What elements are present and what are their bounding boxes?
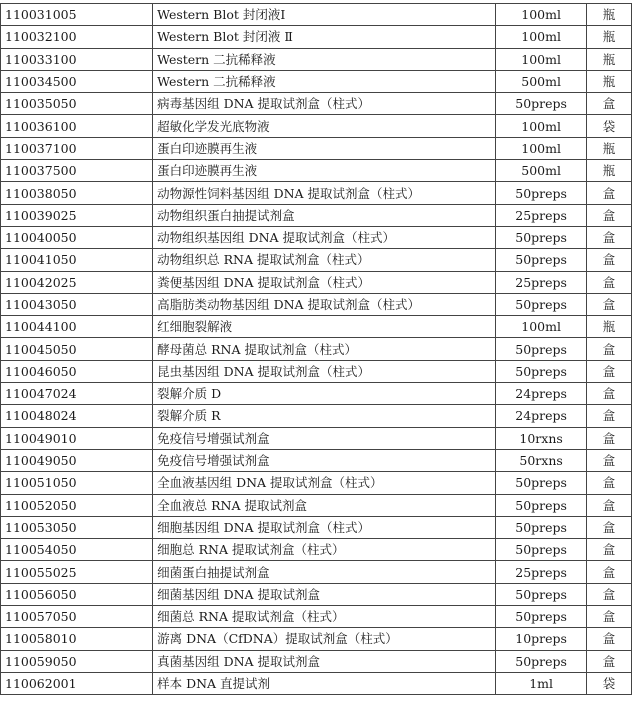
product-code-cell: 110056050: [1, 583, 153, 605]
product-code-cell: 110057050: [1, 606, 153, 628]
table-row: [1, 249, 632, 271]
product-unit-cell: 盒: [587, 449, 632, 471]
table-row: [1, 583, 632, 605]
product-name-cell: Western Blot 封闭液 Ⅱ: [153, 26, 496, 48]
product-unit-cell: 盒: [587, 472, 632, 494]
product-spec-cell: 50rxns: [496, 449, 587, 471]
product-name-cell: Western 二抗稀释液: [153, 48, 496, 70]
product-spec-cell: 25preps: [496, 271, 587, 293]
product-spec-cell: 10rxns: [496, 427, 587, 449]
product-unit-cell: 盒: [587, 226, 632, 248]
table-row: [1, 628, 632, 650]
product-name-cell: 粪便基因组 DNA 提取试剂盒（柱式）: [153, 271, 496, 293]
product-code-cell: 110052050: [1, 494, 153, 516]
product-unit-cell: 袋: [587, 672, 632, 694]
product-spec-cell: 50preps: [496, 583, 587, 605]
product-unit-cell: 盒: [587, 561, 632, 583]
table-row: [1, 4, 632, 26]
product-unit-cell: 盒: [587, 360, 632, 382]
product-name-cell: 酵母菌总 RNA 提取试剂盒（柱式）: [153, 338, 496, 360]
product-spec-cell: 50preps: [496, 650, 587, 672]
product-unit-cell: 瓶: [587, 4, 632, 26]
product-spec-cell: 1ml: [496, 672, 587, 694]
table-row: [1, 561, 632, 583]
product-code-cell: 110046050: [1, 360, 153, 382]
product-spec-cell: 100ml: [496, 115, 587, 137]
product-spec-cell: 50preps: [496, 249, 587, 271]
product-unit-cell: 瓶: [587, 26, 632, 48]
product-unit-cell: 盒: [587, 539, 632, 561]
table-row: [1, 182, 632, 204]
product-name-cell: 细菌总 RNA 提取试剂盒（柱式）: [153, 606, 496, 628]
product-name-cell: 细菌基因组 DNA 提取试剂盒: [153, 583, 496, 605]
product-name-cell: 细胞总 RNA 提取试剂盒（柱式）: [153, 539, 496, 561]
product-name-cell: 真菌基因组 DNA 提取试剂盒: [153, 650, 496, 672]
product-code-cell: 110053050: [1, 516, 153, 538]
product-code-cell: 110031005: [1, 4, 153, 26]
product-unit-cell: 盒: [587, 204, 632, 226]
product-name-cell: 病毒基因组 DNA 提取试剂盒（柱式）: [153, 93, 496, 115]
product-name-cell: 蛋白印迹膜再生液: [153, 160, 496, 182]
product-spec-cell: 24preps: [496, 383, 587, 405]
product-unit-cell: 盒: [587, 338, 632, 360]
product-spec-cell: 100ml: [496, 137, 587, 159]
product-unit-cell: 盒: [587, 427, 632, 449]
product-unit-cell: 盒: [587, 583, 632, 605]
product-spec-cell: 500ml: [496, 70, 587, 92]
product-spec-cell: 10preps: [496, 628, 587, 650]
product-code-cell: 110047024: [1, 383, 153, 405]
product-table: [0, 3, 632, 695]
product-name-cell: 细菌蛋白抽提试剂盒: [153, 561, 496, 583]
table-row: [1, 472, 632, 494]
table-row: [1, 427, 632, 449]
product-unit-cell: 盒: [587, 271, 632, 293]
table-row: [1, 160, 632, 182]
product-code-cell: 110034500: [1, 70, 153, 92]
product-spec-cell: 50preps: [496, 338, 587, 360]
product-spec-cell: 100ml: [496, 26, 587, 48]
table-row: [1, 226, 632, 248]
product-code-cell: 110062001: [1, 672, 153, 694]
product-code-cell: 110049010: [1, 427, 153, 449]
product-code-cell: 110038050: [1, 182, 153, 204]
product-spec-cell: 24preps: [496, 405, 587, 427]
product-spec-cell: 50preps: [496, 360, 587, 382]
product-code-cell: 110054050: [1, 539, 153, 561]
product-unit-cell: 盒: [587, 182, 632, 204]
product-name-cell: 裂解介质 D: [153, 383, 496, 405]
product-spec-cell: 50preps: [496, 182, 587, 204]
table-row: [1, 271, 632, 293]
product-unit-cell: 盒: [587, 628, 632, 650]
product-code-cell: 110059050: [1, 650, 153, 672]
product-unit-cell: 瓶: [587, 137, 632, 159]
product-code-cell: 110055025: [1, 561, 153, 583]
product-code-cell: 110048024: [1, 405, 153, 427]
product-name-cell: 全血液总 RNA 提取试剂盒: [153, 494, 496, 516]
product-unit-cell: 盒: [587, 494, 632, 516]
product-spec-cell: 25preps: [496, 561, 587, 583]
product-name-cell: 动物组织基因组 DNA 提取试剂盒（柱式）: [153, 226, 496, 248]
product-spec-cell: 50preps: [496, 539, 587, 561]
product-code-cell: 110042025: [1, 271, 153, 293]
table-row: [1, 137, 632, 159]
table-row: [1, 70, 632, 92]
product-code-cell: 110035050: [1, 93, 153, 115]
product-code-cell: 110039025: [1, 204, 153, 226]
product-spec-cell: 50preps: [496, 494, 587, 516]
product-unit-cell: 袋: [587, 115, 632, 137]
product-code-cell: 110041050: [1, 249, 153, 271]
table-row: [1, 93, 632, 115]
product-name-cell: 游离 DNA（CfDNA）提取试剂盒（柱式）: [153, 628, 496, 650]
product-unit-cell: 盒: [587, 650, 632, 672]
product-name-cell: 动物组织总 RNA 提取试剂盒（柱式）: [153, 249, 496, 271]
table-row: [1, 539, 632, 561]
table-row: [1, 360, 632, 382]
product-spec-cell: 50preps: [496, 472, 587, 494]
product-code-cell: 110036100: [1, 115, 153, 137]
product-name-cell: 昆虫基因组 DNA 提取试剂盒（柱式）: [153, 360, 496, 382]
table-row: [1, 516, 632, 538]
product-unit-cell: 盒: [587, 606, 632, 628]
product-name-cell: 免疫信号增强试剂盒: [153, 449, 496, 471]
product-name-cell: 全血液基因组 DNA 提取试剂盒（柱式）: [153, 472, 496, 494]
product-spec-cell: 50preps: [496, 606, 587, 628]
product-name-cell: 高脂肪类动物基因组 DNA 提取试剂盒（柱式）: [153, 293, 496, 315]
product-unit-cell: 瓶: [587, 48, 632, 70]
product-unit-cell: 瓶: [587, 160, 632, 182]
table-row: [1, 606, 632, 628]
product-code-cell: 110058010: [1, 628, 153, 650]
product-code-cell: 110037100: [1, 137, 153, 159]
product-spec-cell: 50preps: [496, 516, 587, 538]
product-table-body: [1, 4, 632, 695]
product-spec-cell: 50preps: [496, 293, 587, 315]
table-row: [1, 316, 632, 338]
table-row: [1, 449, 632, 471]
product-unit-cell: 盒: [587, 249, 632, 271]
product-name-cell: 动物组织蛋白抽提试剂盒: [153, 204, 496, 226]
product-name-cell: 免疫信号增强试剂盒: [153, 427, 496, 449]
product-unit-cell: 瓶: [587, 316, 632, 338]
product-spec-cell: 100ml: [496, 316, 587, 338]
product-spec-cell: 50preps: [496, 226, 587, 248]
product-code-cell: 110045050: [1, 338, 153, 360]
table-row: [1, 650, 632, 672]
product-code-cell: 110037500: [1, 160, 153, 182]
table-row: [1, 494, 632, 516]
product-spec-cell: 100ml: [496, 48, 587, 70]
product-code-cell: 110049050: [1, 449, 153, 471]
product-name-cell: 红细胞裂解液: [153, 316, 496, 338]
table-row: [1, 672, 632, 694]
product-unit-cell: 盒: [587, 405, 632, 427]
product-name-cell: 样本 DNA 直提试剂: [153, 672, 496, 694]
table-row: [1, 115, 632, 137]
product-name-cell: Western Blot 封闭液Ⅰ: [153, 4, 496, 26]
table-row: [1, 48, 632, 70]
product-unit-cell: 盒: [587, 293, 632, 315]
product-code-cell: 110051050: [1, 472, 153, 494]
product-name-cell: 超敏化学发光底物液: [153, 115, 496, 137]
table-row: [1, 338, 632, 360]
product-unit-cell: 盒: [587, 93, 632, 115]
product-name-cell: 细胞基因组 DNA 提取试剂盒（柱式）: [153, 516, 496, 538]
product-name-cell: Western 二抗稀释液: [153, 70, 496, 92]
table-row: [1, 26, 632, 48]
product-spec-cell: 50preps: [496, 93, 587, 115]
table-row: [1, 405, 632, 427]
product-unit-cell: 盒: [587, 516, 632, 538]
product-code-cell: 110043050: [1, 293, 153, 315]
product-code-cell: 110032100: [1, 26, 153, 48]
product-name-cell: 蛋白印迹膜再生液: [153, 137, 496, 159]
product-name-cell: 动物源性饲料基因组 DNA 提取试剂盒（柱式）: [153, 182, 496, 204]
product-code-cell: 110040050: [1, 226, 153, 248]
product-spec-cell: 500ml: [496, 160, 587, 182]
table-row: [1, 293, 632, 315]
product-spec-cell: 25preps: [496, 204, 587, 226]
product-code-cell: 110044100: [1, 316, 153, 338]
product-unit-cell: 瓶: [587, 70, 632, 92]
product-code-cell: 110033100: [1, 48, 153, 70]
product-unit-cell: 盒: [587, 383, 632, 405]
table-row: [1, 383, 632, 405]
product-name-cell: 裂解介质 R: [153, 405, 496, 427]
table-row: [1, 204, 632, 226]
product-spec-cell: 100ml: [496, 4, 587, 26]
